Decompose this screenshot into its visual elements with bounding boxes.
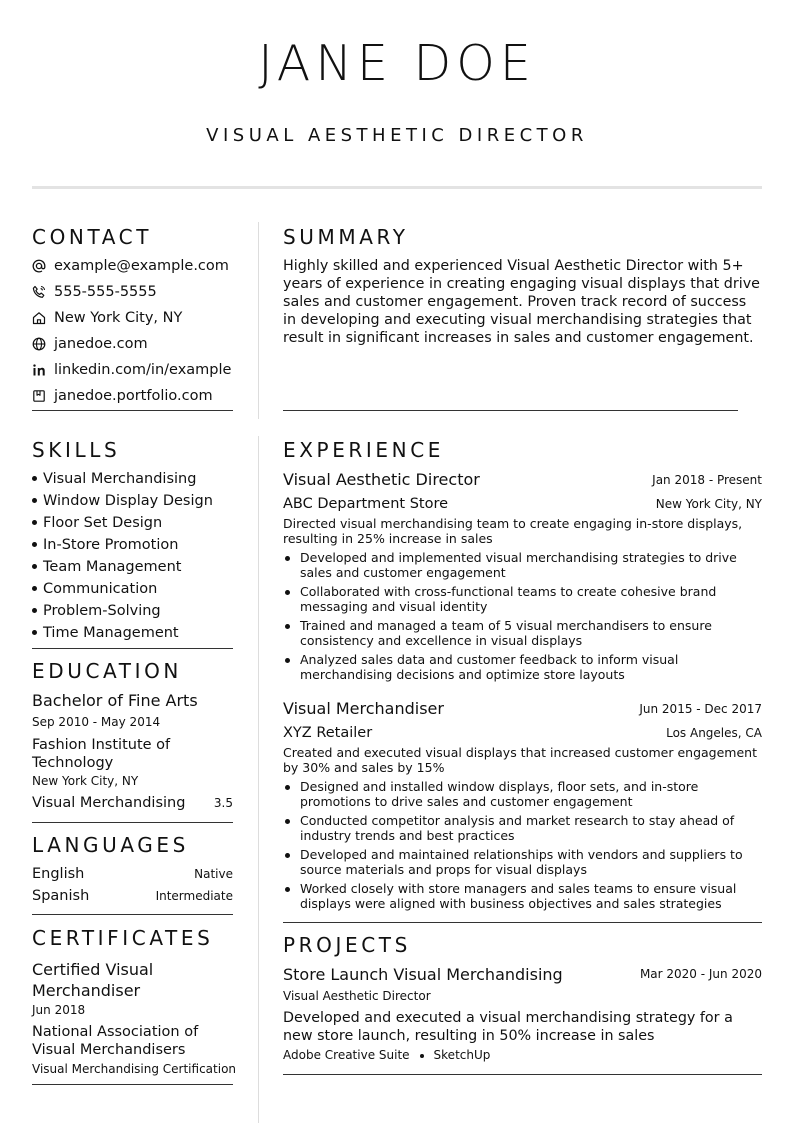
bullet-icon [32,564,37,569]
phone-icon [32,285,46,299]
project-dates: Mar 2020 - Jun 2020 [639,967,762,981]
skill-item: Team Management [32,556,181,578]
bullet-icon [285,658,290,663]
certificates-divider [32,1084,233,1085]
contact-portfolio[interactable] [32,385,213,407]
summary-divider [283,410,738,411]
bullet-icon [32,476,37,481]
skill-item: Problem-Solving [32,600,161,622]
bullet-icon [285,556,290,561]
project-tools [283,1048,490,1063]
home-icon [32,311,46,325]
education-dates: Sep 2010 - May 2014 [32,715,161,729]
at-icon [32,259,46,273]
bullet-icon [285,887,290,892]
skill-item: Floor Set Design [32,512,162,534]
contact-linkedin[interactable] [32,359,231,381]
education-degree: Bachelor of Fine Arts [32,691,198,710]
job-description: Created and executed visual displays that increased customer engagement by 30% and sales by 15% [283,745,757,775]
job-bullet: Developed and implemented visual merchandising strategies to drive sales and customer engagement [283,550,762,580]
portfolio-icon [32,389,46,403]
job-role: Visual Aesthetic Director [283,470,480,489]
candidate-title: VISUAL AESTHETIC DIRECTOR [206,125,588,146]
education-heading: EDUCATION [32,659,182,683]
skill-item: Visual Merchandising [32,468,196,490]
skills-divider [32,648,233,649]
skills-heading: SKILLS [32,438,121,462]
languages-heading: LANGUAGES [32,833,189,857]
job-dates: Jun 2015 - Dec 2017 [639,702,762,716]
column-divider [258,436,259,1123]
contact-location-text: New York City, NY [54,310,183,326]
job-location: New York City, NY [655,497,762,511]
projects-heading: PROJECTS [283,933,411,957]
header-divider [32,186,762,189]
bullet-icon [32,520,37,525]
job-dates: Jan 2018 - Present [652,473,762,487]
bullet-icon [32,630,37,635]
skill-item: Communication [32,578,157,600]
contact-email-text: example@example.com [54,258,229,274]
linkedin-icon [32,363,46,377]
separator-dot-icon [420,1054,424,1058]
skill-item: In-Store Promotion [32,534,178,556]
job-description: Directed visual merchandising team to create engaging in-store displays, resulting in 25% increase in sales [283,516,743,546]
contact-phone-text: 555-555-5555 [54,284,157,300]
bullet-icon [32,542,37,547]
job-bullet: Developed and maintained relationships with vendors and suppliers to source materials and props for visual displays [283,847,762,877]
contact-phone[interactable] [32,281,157,303]
job-company: ABC Department Store [283,496,449,512]
bullet-icon [32,498,37,503]
bullet-icon [285,785,290,790]
job-bullet: Worked closely with store managers and sales teams to ensure visual displays were aligned with business objectives and sales strategies [283,881,762,911]
experience-heading: EXPERIENCE [283,438,445,462]
bullet-icon [285,624,290,629]
education-location: New York City, NY [32,774,139,788]
bullet-icon [285,853,290,858]
summary-heading: SUMMARY [283,225,409,249]
contact-portfolio-text: janedoe.portfolio.com [54,388,213,404]
contact-divider [32,410,233,411]
certificate-title: National Association of Visual Merchandisers [32,1024,199,1058]
job-company: XYZ Retailer [283,725,373,741]
job-bullet: Conducted competitor analysis and market research to stay ahead of industry trends and best practices [283,813,762,843]
education-gpa: 3.5 [213,796,233,810]
projects-divider [283,1074,762,1075]
bullet-icon [32,608,37,613]
contact-website-text: janedoe.com [54,336,148,352]
project-role: Visual Aesthetic Director [283,989,431,1003]
project-description: Developed and executed a visual merchandising strategy for a new store launch, resulting in 50% increase in sales [283,1010,733,1044]
education-field: Visual Merchandising [32,795,186,811]
contact-email[interactable] [32,255,229,277]
contact-heading: CONTACT [32,225,153,249]
language-name: Spanish [32,888,90,904]
education-school: Fashion Institute of Technology [32,737,171,771]
language-name: English [32,866,85,882]
job-location: Los Angeles, CA [666,726,762,740]
job-bullet: Trained and managed a team of 5 visual merchandisers to ensure consistency and excellence in visual displays [283,618,762,648]
contact-location [32,307,182,329]
education-divider [32,822,233,823]
language-level: Native [194,867,233,881]
bullet-icon [285,819,290,824]
job-bullet: Designed and installed window displays, floor sets, and in-store promotions to drive sales and customer engagement [283,779,762,809]
project-title: Store Launch Visual Merchandising [283,965,563,984]
skill-item: Time Management [32,622,179,644]
bullet-icon [285,590,290,595]
certificate-detail: Visual Merchandising Certification [32,1062,237,1076]
certificate-title: Certified Visual Merchandiser [32,960,154,1000]
experience-divider [283,922,762,923]
column-divider [258,222,259,419]
job-bullet: Analyzed sales data and customer feedback to inform visual merchandising decisions and optimize store layouts [283,652,762,682]
contact-linkedin-text: linkedin.com/in/example [54,362,232,378]
certificates-heading: CERTIFICATES [32,926,214,950]
languages-divider [32,914,233,915]
summary-text: Highly skilled and experienced Visual Aesthetic Director with 5+ years of experience in creating engaging visual displays that drive sales and customer engagement. Proven track record of success in developing and executing visual merchandising strategies that result in significant increases in sales and customer engagement. [283,258,760,346]
bullet-icon [32,586,37,591]
language-level: Intermediate [155,889,233,903]
job-bullet: Collaborated with cross-functional teams to create cohesive brand messaging and visual identity [283,584,762,614]
globe-icon [32,337,46,351]
project-tool: SketchUp [433,1048,491,1062]
skill-item: Window Display Design [32,490,213,512]
job-role: Visual Merchandiser [283,699,444,718]
project-tool: Adobe Creative Suite [283,1048,410,1062]
contact-website[interactable] [32,333,148,355]
certificate-date: Jun 2018 [32,1003,86,1017]
candidate-name: JANE DOE [258,35,536,92]
